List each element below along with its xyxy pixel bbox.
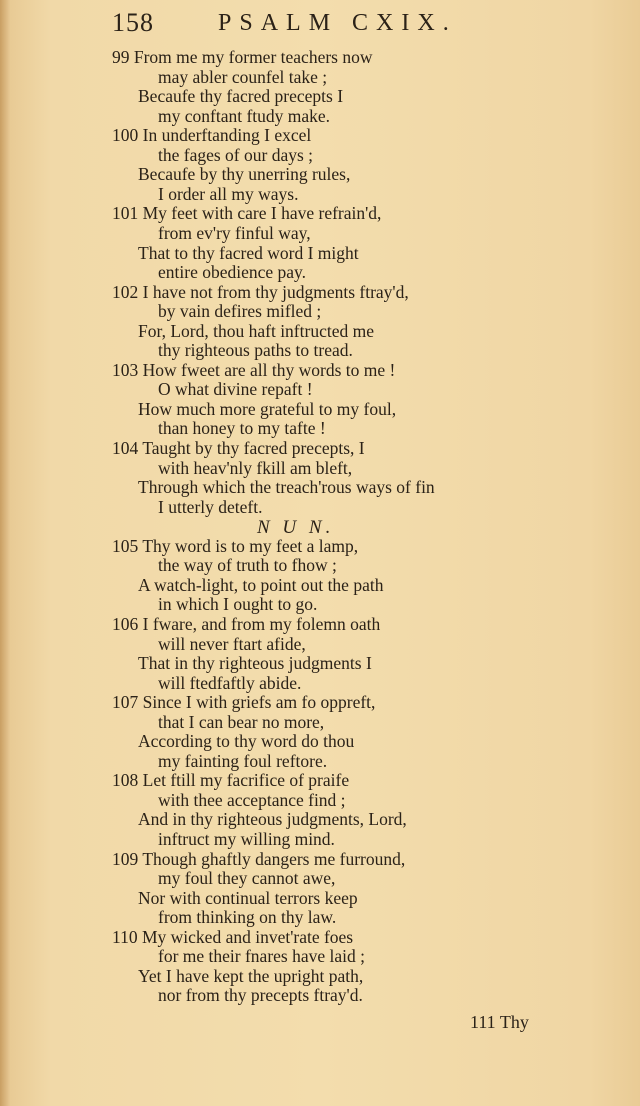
verse-text: Thy word is to my feet a lamp, <box>142 535 359 556</box>
verse-text: My wicked and invet'rate foes <box>141 926 354 947</box>
verse-line: Nor with continual terrors keep <box>138 887 358 908</box>
verse-number: 106 <box>112 613 143 634</box>
verse-line: How much more grateful to my foul, <box>138 398 397 419</box>
verse-line <box>112 361 395 381</box>
verse-line: entire obedience pay. <box>158 262 307 283</box>
page-number: 158 <box>112 8 154 37</box>
verse-line: my conftant ftudy make. <box>158 105 331 126</box>
verse-line: I order all my ways. <box>158 183 299 204</box>
verse-line: my fainting foul reftore. <box>158 750 328 771</box>
verse-line: from thinking on thy law. <box>158 907 337 928</box>
verse-text: From me my former teachers now <box>133 47 373 67</box>
verse-text: I fware, and from my folemn oath <box>142 613 381 634</box>
verse-number: 110 <box>112 926 142 947</box>
verse-line: from ev'ry finful way, <box>158 222 311 243</box>
verse-line <box>112 204 381 224</box>
verse-line: thy righteous paths to tread. <box>158 340 353 361</box>
verse-text: Though ghaftly dangers me furround, <box>142 848 406 869</box>
verse-number: 107 <box>112 692 143 713</box>
verse-line <box>112 283 409 303</box>
verse-line: And in thy righteous judgments, Lord, <box>138 809 407 830</box>
verse-line: in which I ought to go. <box>158 594 318 615</box>
verse-line: For, Lord, thou haft inftructed me <box>138 320 374 341</box>
verse-line: nor from thy precepts ftray'd. <box>158 985 363 1006</box>
verse-number: 101 <box>112 203 143 224</box>
verse-line: with thee acceptance find ; <box>158 789 346 810</box>
verse-line: Yet I have kept the upright path, <box>138 965 364 986</box>
verse-line: I utterly deteft. <box>158 496 263 517</box>
verse-line: by vain defires mifled ; <box>158 301 322 322</box>
verse-line: the fages of our days ; <box>158 144 314 165</box>
verse-line: my foul they cannot awe, <box>158 868 336 889</box>
page-title: PSALM CXIX. <box>218 10 457 36</box>
verse-line: According to thy word do thou <box>138 731 355 752</box>
verse-line: may abler counfel take ; <box>158 66 328 87</box>
verse-number: 100 <box>112 125 143 146</box>
verse-line <box>112 537 358 557</box>
verse-text: Let ftill my facrifice of praife <box>142 770 350 791</box>
verse-line: A watch-light, to point out the path <box>138 574 384 595</box>
verse-number: 108 <box>112 770 143 791</box>
verse-line: for me their fnares have laid ; <box>158 946 365 967</box>
verse-line: Becaufe by thy unerring rules, <box>138 164 351 185</box>
verse-number: 109 <box>112 848 143 869</box>
verse-line: that I can bear no more, <box>158 711 325 732</box>
verse-text: My feet with care I have refrain'd, <box>142 203 382 224</box>
verse-line: Becaufe thy facred precepts I <box>138 86 344 107</box>
section-heading: N U N. <box>257 517 335 539</box>
verse-text: In underftanding I excel <box>142 125 312 146</box>
verse-line <box>112 850 405 870</box>
verse-number: 99 <box>112 47 134 67</box>
verse-line: That to thy facred word I might <box>138 242 359 263</box>
verse-line: than honey to my tafte ! <box>158 418 326 439</box>
verse-line: O what divine repaft ! <box>158 379 313 400</box>
verse-number: 105 <box>112 535 143 556</box>
verse-line <box>112 771 349 791</box>
verse-line <box>112 48 372 68</box>
page-gutter <box>0 0 10 1106</box>
verse-number: 104 <box>112 438 143 458</box>
verse-line <box>112 126 311 146</box>
verse-text: Since I with griefs am fo oppreft, <box>142 692 376 713</box>
verse-number: 103 <box>112 359 143 380</box>
page-header <box>0 8 640 42</box>
verse-line: the way of truth to fhow ; <box>158 555 337 576</box>
catchword: 111 Thy <box>470 1012 529 1032</box>
verse-line: will never ftart afide, <box>158 633 306 654</box>
verse-line: will ftedfaftly abide. <box>158 672 302 693</box>
verse-text: I have not from thy judgments ftray'd, <box>142 281 409 302</box>
verse-number: 102 <box>112 281 143 302</box>
verse-text: Taught by thy facred precepts, I <box>142 438 365 458</box>
verse-line <box>112 928 353 948</box>
verse-line: That in thy righteous judgments I <box>138 653 372 674</box>
verse-line <box>112 439 365 459</box>
verse-line <box>112 615 380 635</box>
verse-line: inftruct my willing mind. <box>158 829 335 849</box>
verse-text: How fweet are all thy words to me ! <box>142 359 396 380</box>
verse-line <box>112 693 375 713</box>
verse-line: Through which the treach'rous ways of fin <box>138 477 435 498</box>
verse-line: with heav'nly fkill am bleft, <box>158 457 353 478</box>
